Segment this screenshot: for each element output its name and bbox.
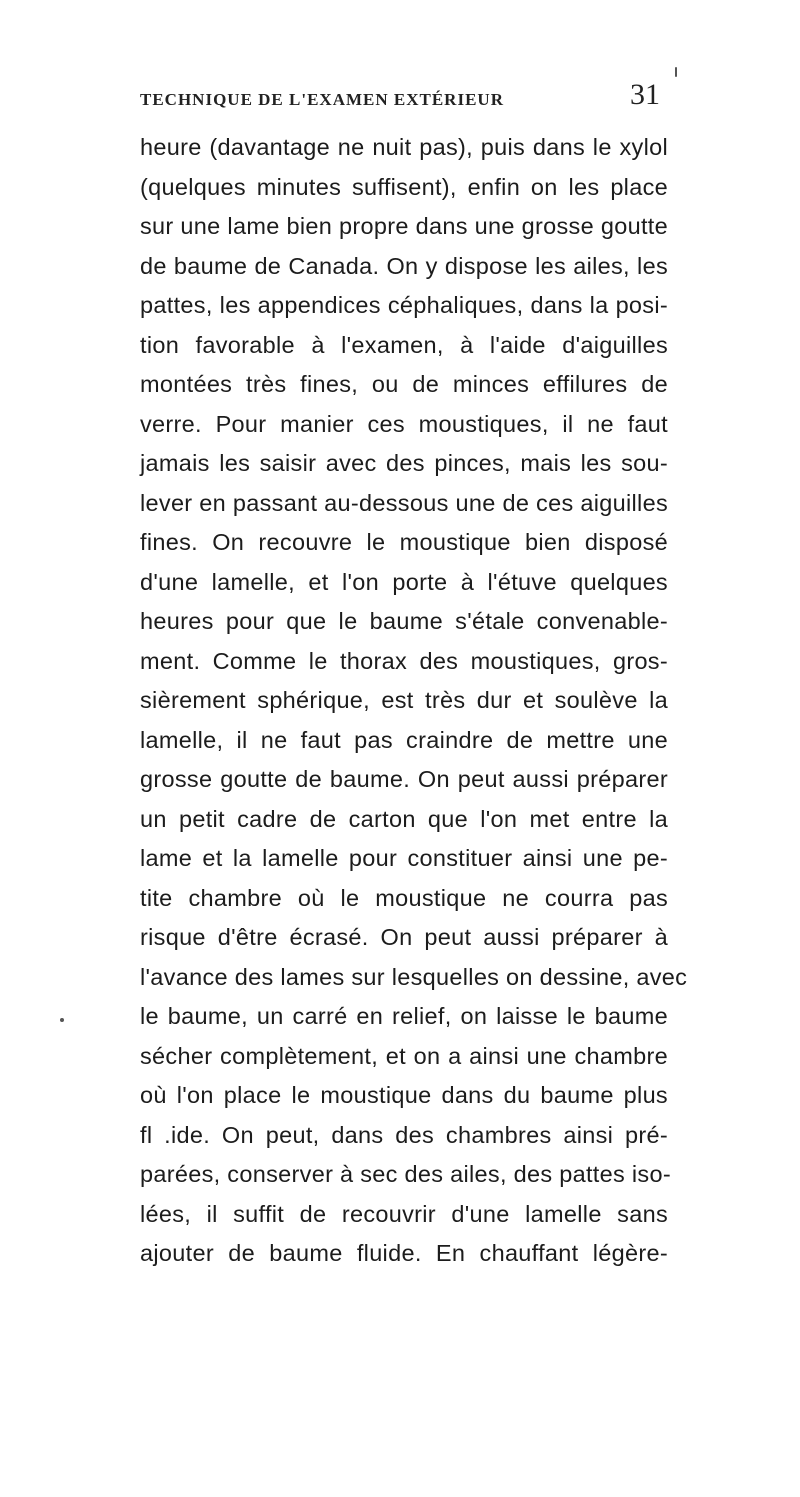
running-head bbox=[140, 78, 660, 118]
text-line: ment. Comme le thorax des moustiques, gros- bbox=[140, 647, 668, 674]
print-speck bbox=[675, 67, 677, 77]
body-text bbox=[140, 128, 688, 1274]
text-line: sécher complètement, et on a ainsi une chambre bbox=[140, 1042, 668, 1069]
text-line: tite chambre où le moustique ne courra pas bbox=[140, 884, 668, 911]
text-line: où l'on place le moustique dans du baume plus bbox=[140, 1082, 668, 1108]
text-line: sur une lame bien propre dans une grosse goutte bbox=[140, 213, 668, 239]
text-line: l'avance des lames sur lesquelles on dessine, avec bbox=[140, 963, 688, 990]
text-line: d'une lamelle, et l'on porte à l'étuve quelques bbox=[140, 568, 668, 595]
text-line: grosse goutte de baume. On peut aussi préparer bbox=[140, 766, 668, 792]
text-line: lamelle, il ne faut pas craindre de mettre une bbox=[140, 726, 668, 753]
text-line: lever en passant au-dessous une de ces aiguilles bbox=[140, 489, 668, 516]
text-line: un petit cadre de carton que l'on met entre la bbox=[140, 805, 668, 832]
text-line: parées, conserver à sec des ailes, des pattes iso- bbox=[140, 1161, 671, 1187]
running-title: TECHNIQUE DE L'EXAMEN EXTÉRIEUR bbox=[140, 90, 504, 109]
text-line: lées, il suffit de recouvrir d'une lamelle sans bbox=[140, 1200, 668, 1227]
text-line: verre. Pour manier ces moustiques, il ne faut bbox=[140, 410, 668, 437]
text-line: (quelques minutes suffisent), enfin on les place bbox=[140, 173, 668, 200]
text-line: ajouter de baume fluide. En chauffant légère- bbox=[140, 1240, 668, 1266]
text-line: fl .ide. On peut, dans des chambres ainsi pré- bbox=[140, 1121, 668, 1148]
text-line: sièrement sphérique, est très dur et soulève la bbox=[140, 687, 668, 713]
page-number: 31 bbox=[630, 78, 660, 111]
text-line: de baume de Canada. On y dispose les ailes, les bbox=[140, 252, 668, 279]
text-line: pattes, les appendices céphaliques, dans la posi- bbox=[140, 292, 668, 318]
text-line: le baume, un carré en relief, on laisse le baume bbox=[140, 1003, 668, 1029]
text-line: heure (davantage ne nuit pas), puis dans le xylol bbox=[140, 134, 668, 160]
text-line: heures pour que le baume s'étale convenable- bbox=[140, 608, 668, 634]
margin-dot bbox=[60, 1018, 64, 1022]
text-line: lame et la lamelle pour constituer ainsi une pe- bbox=[140, 845, 668, 871]
text-line: montées très fines, ou de minces effilures de bbox=[140, 371, 668, 397]
text-line: fines. On recouvre le moustique bien disposé bbox=[140, 529, 668, 555]
text-line: tion favorable à l'examen, à l'aide d'aiguilles bbox=[140, 331, 668, 358]
text-line: jamais les saisir avec des pinces, mais les sou- bbox=[140, 450, 668, 476]
text-line: risque d'être écrasé. On peut aussi préparer à bbox=[140, 924, 668, 950]
